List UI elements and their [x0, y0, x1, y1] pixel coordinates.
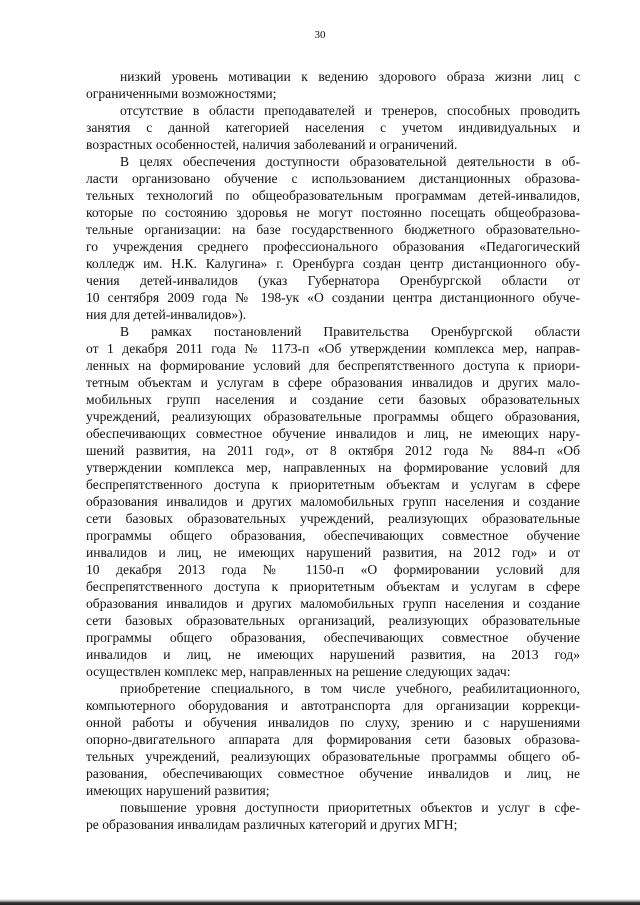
text-line: беспрепятственного доступа к приоритетным объектам и услугам в сфере [86, 477, 580, 492]
text-line: отсутствие в области преподавателей и тренеров, способных проводить [120, 103, 580, 118]
text-line: повышение уровня доступности приоритетных объектов и услуг в сфе- [120, 800, 580, 815]
text-line: программы общего образования, обеспечивающих совместное обучение [86, 630, 580, 645]
text-line: колледж им. Н.К. Калугина» г. Оренбурга создан центр дистанционного обу- [86, 256, 580, 271]
text-line: ре образования инвалидам различных категорий и других МГН; [86, 817, 458, 832]
text-line: осуществлен комплекс мер, направленных на решение следующих задач: [86, 664, 511, 679]
text-line: компьютерного оборудования и автотранспорта для организации коррекци- [86, 698, 580, 713]
text-line: ограниченными возможностями; [86, 86, 277, 101]
text-line: 10 сентября 2009 года № 198-ук «О создании центра дистанционного обуче- [86, 290, 580, 305]
text-line: низкий уровень мотивации к ведению здорового образа жизни лиц с [120, 69, 580, 84]
text-line: которые по состоянию здоровья не могут постоянно посещать общеобразова- [86, 205, 580, 220]
text-line: образования инвалидов и других маломобильных групп населения и создание [86, 494, 580, 509]
text-line: образования инвалидов и других маломобильных групп населения и создание [86, 596, 580, 611]
text-line: ния для детей-инвалидов»). [86, 307, 247, 322]
text-line: онной работы и обучения инвалидов по слуху, зрению и с нарушениями [86, 715, 580, 730]
text-line: В рамках постановлений Правительства Оренбургской области [120, 324, 580, 339]
text-line: имеющих нарушений развития; [86, 783, 270, 798]
text-line: мобильных групп населения и создание сети базовых образовательных [86, 392, 580, 407]
text-line: го учреждения среднего профессионального образования «Педагогический [86, 239, 580, 254]
text-line: В целях обеспечения доступности образовательной деятельности в об- [120, 154, 580, 169]
text-line: разования, обеспечивающих совместное обучение инвалидов и лиц, не [86, 766, 580, 781]
text-line: тельных технологий по общеобразовательным программам детей-инвалидов, [86, 188, 580, 203]
text-line: от 1 декабря 2011 года № 1173-п «Об утверждении комплекса мер, направ- [86, 341, 580, 356]
text-line: опорно-двигательного аппарата для формирования сети базовых образова- [86, 732, 580, 747]
text-line: тетным объектам и услугам в сфере образования инвалидов и других мало- [86, 375, 580, 390]
text-line: тельных учреждений, реализующих образовательные программы общего об- [86, 749, 580, 764]
text-line: тельные организации: на базе государственного бюджетного образовательно- [86, 222, 580, 237]
text-line: приобретение специального, в том числе учебного, реабилитационного, [120, 681, 580, 696]
text-line: занятия с данной категорией населения с учетом индивидуальных и [86, 120, 580, 135]
page-number: 30 [314, 29, 326, 41]
text-line: беспрепятственного доступа к приоритетным объектам и услугам в сфере [86, 579, 580, 594]
text-line: чения детей-инвалидов (указ Губернатора Оренбургской области от [86, 273, 580, 288]
text-line: возрастных особенностей, наличия заболеваний и ограничений. [86, 137, 458, 152]
text-line: сети базовых образовательных организаций, реализующих образовательные [86, 613, 580, 628]
text-line: учреждений, реализующих образовательные программы общего образования, [86, 409, 580, 424]
text-line: инвалидов и лиц, не имеющих нарушений развития, на 2012 год» и от [86, 545, 580, 560]
text-line: ленных на формирование условий для беспрепятственного доступа к приори- [86, 358, 580, 373]
text-line: сети базовых образовательных учреждений, реализующих образовательные [86, 511, 580, 526]
text-line: утверждении комплекса мер, направленных на формирование условий для [86, 460, 580, 475]
document-body [86, 68, 580, 833]
text-line: инвалидов и лиц, не имеющих нарушений развития, на 2013 год» [86, 647, 580, 662]
text-line: обеспечивающих совместное обучение инвалидов и лиц, не имеющих нару- [86, 426, 580, 441]
text-line: шений развития, на 2011 год», от 8 октября 2012 года № 884-п «Об [86, 443, 580, 458]
text-line: ласти организовано обучение с использованием дистанционных образова- [86, 171, 580, 186]
page-bottom-edge [0, 899, 640, 905]
text-line: 10 декабря 2013 года № 1150-п «О формировании условий для [86, 562, 580, 577]
text-line: программы общего образования, обеспечивающих совместное обучение [86, 528, 580, 543]
